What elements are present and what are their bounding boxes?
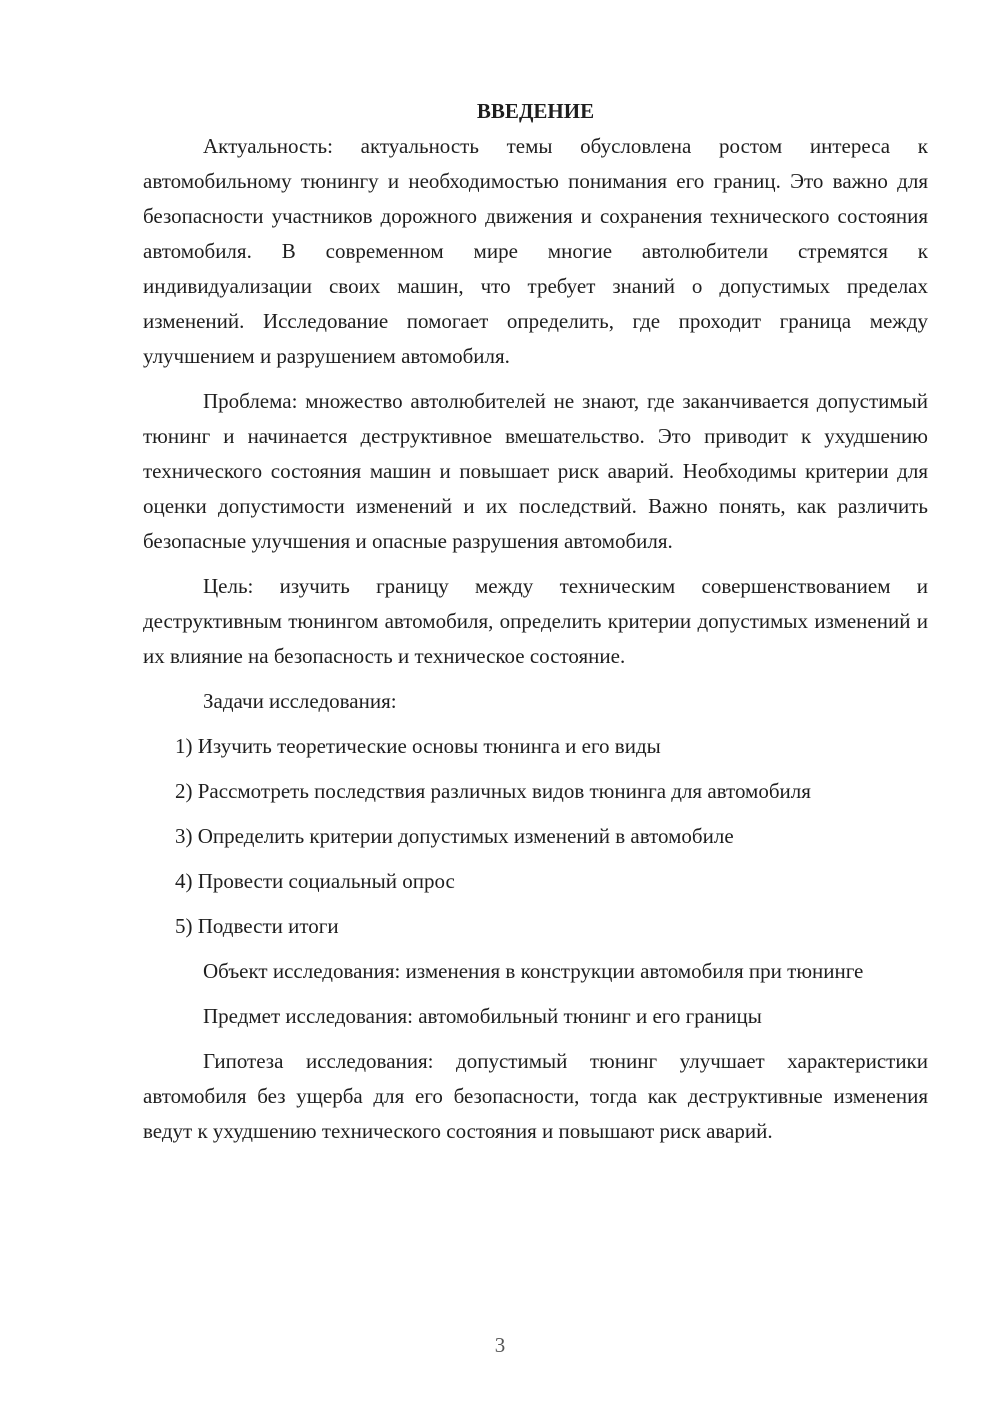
paragraph-relevance: Актуальность: актуальность темы обусловлена ростом интереса к автомобильному тюнингу и необходимостью понимания его границ. Это важно для безопасности участников дорожного движения и сохранения технического состояния автомобиля. В современном мире многие автолюбители стремятся к индивидуализации своих машин, что требует знаний о допустимых пределах изменений. Исследование помогает определить, где проходит граница между улучшением и разрушением автомобиля.	[143, 134, 928, 368]
paragraph-subject: Предмет исследования: автомобильный тюнинг и его границы	[203, 1004, 762, 1028]
list-item: 2) Рассмотреть последствия различных видов тюнинга для автомобиля	[175, 779, 811, 803]
tasks-list	[143, 729, 928, 944]
list-item: 5) Подвести итоги	[175, 914, 339, 938]
paragraph-hypothesis: Гипотеза исследования: допустимый тюнинг улучшает характеристики автомобиля без ущерба для его безопасности, тогда как деструктивные изменения ведут к ухудшению технического состояния и повышают риск аварий.	[143, 1049, 928, 1143]
list-item: 4) Провести социальный опрос	[175, 869, 455, 893]
list-item: 3) Определить критерии допустимых изменений в автомобиле	[175, 824, 734, 848]
tasks-heading: Задачи исследования:	[203, 689, 397, 713]
page-content	[143, 94, 928, 1159]
paragraph-object: Объект исследования: изменения в конструкции автомобиля при тюнинге	[203, 959, 864, 983]
section-title: ВВЕДЕНИЕ	[476, 99, 595, 123]
paragraph-goal: Цель: изучить границу между техническим совершенствованием и деструктивным тюнингом автомобиля, определить критерии допустимых изменений и их влияние на безопасность и техническое состояние.	[143, 574, 928, 668]
list-item: 1) Изучить теоретические основы тюнинга и его виды	[175, 734, 661, 758]
paragraph-problem: Проблема: множество автолюбителей не знают, где заканчивается допустимый тюнинг и начинается деструктивное вмешательство. Это приводит к ухудшению технического состояния машин и повышает риск аварий. Необходимы критерии для оценки допустимости изменений и их последствий. Важно понять, как различить безопасные улучшения и опасные разрушения автомобиля.	[143, 389, 928, 553]
page-number: 3	[494, 1333, 506, 1357]
